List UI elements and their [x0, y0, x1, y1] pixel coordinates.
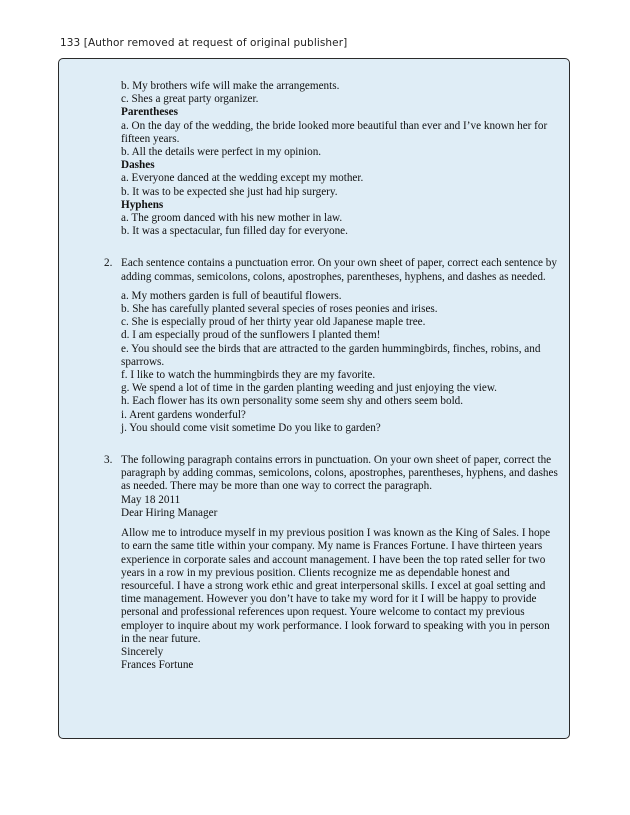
text-line: b. My brothers wife will make the arrangements.: [121, 80, 340, 92]
list-item: d. I am especially proud of the sunflowers I planted them!: [121, 329, 381, 342]
letter-salutation: Dear Hiring Manager: [121, 506, 218, 519]
list-item: i. Arent gardens wonderful?: [121, 408, 246, 421]
letter-body: [121, 527, 561, 646]
letter-date: May 18 2011: [121, 493, 181, 506]
text-line: a. Everyone danced at the wedding except my mother.: [121, 172, 364, 185]
exercise-number: 3.: [104, 454, 113, 467]
list-item: e. You should see the birds that are attracted to the garden hummingbirds, finches, robins, and: [121, 342, 541, 355]
page-number: 133: [60, 37, 81, 49]
exercise-3: [104, 454, 561, 672]
section-dashes: [121, 159, 561, 199]
instruction-line: Each sentence contains a punctuation error. On your own sheet of paper, correct each sentence by: [121, 257, 557, 270]
text-line: b. It was a spectacular, fun filled day for everyone.: [121, 225, 348, 238]
continuation-lines: [121, 80, 561, 106]
letter-line: in the near future.: [121, 632, 201, 645]
list-item: sparrows.: [121, 355, 165, 368]
letter-line: experience in corporate sales and account management. I have been the top rated seller for two: [121, 553, 546, 566]
section-heading: Parentheses: [121, 106, 178, 119]
section-heading: Hyphens: [121, 198, 164, 211]
list-item: b. She has carefully planted several species of roses peonies and irises.: [121, 303, 438, 316]
exercise-number: 2.: [104, 257, 113, 270]
author-note: [Author removed at request of original publisher]: [83, 37, 348, 49]
section-heading: Dashes: [121, 159, 155, 172]
page-header: [60, 37, 347, 49]
list-item: c. She is especially proud of her thirty year old Japanese maple tree.: [121, 316, 426, 329]
exercise-2: [104, 257, 561, 435]
text-line: a. The groom danced with his new mother in law.: [121, 212, 343, 225]
letter-line: personal and professional references upon request. Youre welcome to contact my previous: [121, 606, 525, 619]
exercise-content: [104, 80, 561, 672]
text-line: a. On the day of the wedding, the bride looked more beautiful than ever and I’ve known her for: [121, 119, 548, 132]
instruction-line: adding commas, semicolons, colons, apostrophes, parentheses, hyphens, and dashes as needed.: [121, 270, 546, 283]
letter-line: Allow me to introduce myself in my previous position I was known as the King of Sales. I hope: [121, 527, 551, 540]
letter-line: employer to inquire about my work performance. I look forward to speaking with you in person: [121, 619, 550, 632]
list-item: h. Each flower has its own personality some seem shy and others seem bold.: [121, 395, 464, 408]
text-line: c. Shes a great party organizer.: [121, 93, 259, 106]
letter-line: time management. However you don’t have to take my word for it I will be happy to provide: [121, 593, 537, 606]
text-line: b. All the details were perfect in my opinion.: [121, 146, 322, 159]
letter-signature: Frances Fortune: [121, 659, 194, 672]
instruction-line: paragraph by adding commas, semicolons, colons, apostrophes, parentheses, hyphens, and dashes: [121, 467, 558, 480]
list-item: j. You should come visit sometime Do you like to garden?: [121, 421, 381, 434]
text-line: b. It was to be expected she just had hip surgery.: [121, 185, 338, 198]
list-item: a. My mothers garden is full of beautiful flowers.: [121, 289, 342, 302]
text-line: fifteen years.: [121, 132, 180, 145]
letter-line: to earn the same title within your company. My name is Frances Fortune. I have thirteen years: [121, 540, 543, 553]
letter-closing: Sincerely: [121, 645, 164, 658]
section-parentheses: [121, 106, 561, 159]
list-item: f. I like to watch the hummingbirds they are my favorite.: [121, 369, 376, 382]
instruction-line: The following paragraph contains errors in punctuation. On your own sheet of paper, correct the: [121, 454, 552, 467]
letter-line: years in a row in my previous position. Clients recognize me as dependable honest and: [121, 566, 510, 579]
instruction-line: as needed. There may be more than one way to correct the paragraph.: [121, 480, 433, 493]
exercise-2-items: [121, 290, 561, 435]
list-item: g. We spend a lot of time in the garden planting weeding and just enjoying the view.: [121, 382, 497, 395]
section-hyphens: [121, 199, 561, 239]
letter-line: resourceful. I have a strong work ethic and great interpersonal skills. I excel at goal setting and: [121, 579, 546, 592]
